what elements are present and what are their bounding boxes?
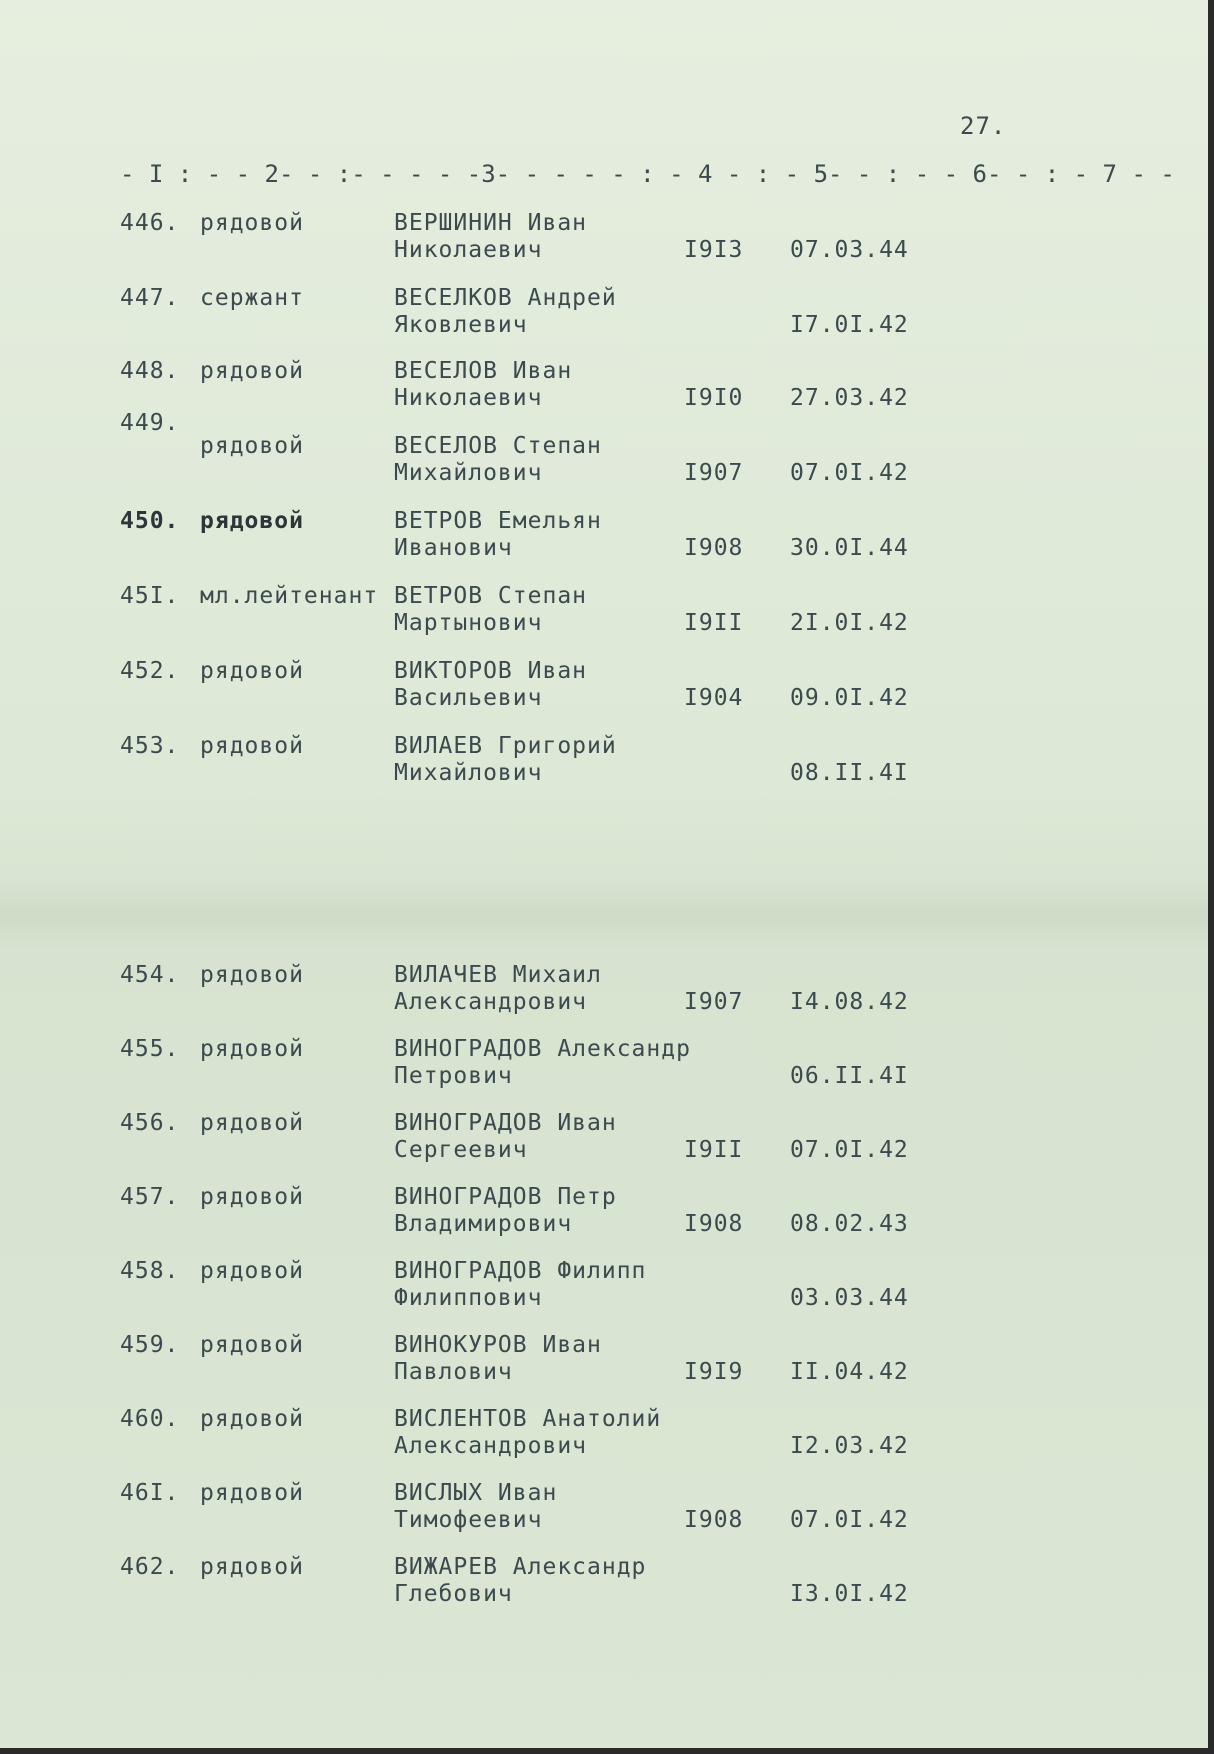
entry-rank: сержант bbox=[200, 285, 304, 311]
list-item bbox=[0, 210, 1214, 270]
entry-name: ВИЛАЧЕВ Михаил bbox=[394, 962, 602, 988]
entry-number: 447. bbox=[120, 285, 180, 311]
entry-rank: рядовой bbox=[200, 658, 304, 684]
entry-birth-year: I9II bbox=[684, 1137, 744, 1163]
entry-name: ВИЛАЕВ Григорий bbox=[394, 733, 617, 759]
list-item bbox=[0, 410, 1214, 493]
entry-rank: рядовой bbox=[200, 733, 304, 759]
entry-name: ВЕСЕЛКОВ Андрей bbox=[394, 285, 617, 311]
list-item bbox=[0, 1184, 1214, 1244]
entry-rank: рядовой bbox=[200, 1110, 304, 1136]
page-number: 27. bbox=[960, 112, 1007, 140]
entry-number: 446. bbox=[120, 210, 180, 236]
entry-number: 460. bbox=[120, 1406, 180, 1432]
entry-patronymic: Николаевич bbox=[394, 237, 543, 263]
entry-patronymic: Васильевич bbox=[394, 685, 543, 711]
entry-name: ВИНОГРАДОВ Петр bbox=[394, 1184, 617, 1210]
entry-birth-year: I907 bbox=[684, 460, 744, 486]
entry-rank: рядовой bbox=[200, 1036, 304, 1062]
entry-birth-year: I9II bbox=[684, 610, 744, 636]
entry-name: ВЕТРОВ Степан bbox=[394, 583, 588, 609]
entry-date: 03.03.44 bbox=[790, 1285, 909, 1311]
entry-name: ВЕТРОВ Емельян bbox=[394, 508, 602, 534]
entry-patronymic: Сергеевич bbox=[394, 1137, 528, 1163]
list-item bbox=[0, 1110, 1214, 1170]
list-item bbox=[0, 285, 1214, 345]
entry-birth-year: I9I3 bbox=[684, 237, 744, 263]
scan-edge-bottom bbox=[0, 1748, 1214, 1754]
entry-name: ВЕРШИНИН Иван bbox=[394, 210, 588, 236]
entry-name: ВИНОГРАДОВ Иван bbox=[394, 1110, 617, 1136]
entry-date: 07.03.44 bbox=[790, 237, 909, 263]
list-item bbox=[0, 962, 1214, 1022]
entry-number: 453. bbox=[120, 733, 180, 759]
entry-patronymic: Михайлович bbox=[394, 760, 543, 786]
entry-rank: рядовой bbox=[200, 358, 304, 384]
entry-date: 08.II.4I bbox=[790, 760, 909, 786]
entry-patronymic: Петрович bbox=[394, 1063, 513, 1089]
scan-edge-right bbox=[1208, 0, 1214, 1754]
entry-name: ВИСЛЫХ Иван bbox=[394, 1480, 558, 1506]
entry-number: 462. bbox=[120, 1554, 180, 1580]
entry-number: 450. bbox=[120, 508, 180, 534]
entry-name: ВИНОГРАДОВ Александр bbox=[394, 1036, 691, 1062]
entry-date: I4.08.42 bbox=[790, 989, 909, 1015]
list-item bbox=[0, 658, 1214, 718]
entry-number: 459. bbox=[120, 1332, 180, 1358]
list-item bbox=[0, 1406, 1214, 1466]
list-item bbox=[0, 1258, 1214, 1318]
entry-name: ВИСЛЕНТОВ Анатолий bbox=[394, 1406, 662, 1432]
entry-rank: рядовой bbox=[200, 210, 304, 236]
entry-birth-year: I904 bbox=[684, 685, 744, 711]
list-item bbox=[0, 1036, 1214, 1096]
entry-rank: рядовой bbox=[200, 1554, 304, 1580]
entry-patronymic: Мартынович bbox=[394, 610, 543, 636]
entry-rank: рядовой bbox=[200, 962, 304, 988]
entry-patronymic: Филиппович bbox=[394, 1285, 543, 1311]
entry-rank: мл.лейтенант bbox=[200, 583, 379, 609]
entry-rank: рядовой bbox=[200, 1406, 304, 1432]
entry-rank: рядовой bbox=[200, 1258, 304, 1284]
entry-date: 30.0I.44 bbox=[790, 535, 909, 561]
entry-rank: рядовой bbox=[200, 1332, 304, 1358]
entry-number: 458. bbox=[120, 1258, 180, 1284]
entry-patronymic: Михайлович bbox=[394, 460, 543, 486]
entry-number: 454. bbox=[120, 962, 180, 988]
entry-date: 2I.0I.42 bbox=[790, 610, 909, 636]
entry-date: 06.II.4I bbox=[790, 1063, 909, 1089]
entry-birth-year: I907 bbox=[684, 989, 744, 1015]
entry-birth-year: I908 bbox=[684, 535, 744, 561]
entry-number: 45I. bbox=[120, 583, 180, 609]
entry-patronymic: Глебович bbox=[394, 1581, 513, 1607]
entry-patronymic: Александрович bbox=[394, 1433, 588, 1459]
entry-name: ВЕСЕЛОВ Иван bbox=[394, 358, 573, 384]
list-item bbox=[0, 508, 1214, 568]
entry-patronymic: Иванович bbox=[394, 535, 513, 561]
column-header-row: - I : - - 2- - :- - - - -3- - - - - : - 4 - : - 5- - : - - 6- - : - 7 - - bbox=[120, 160, 1175, 188]
entry-birth-year: I908 bbox=[684, 1507, 744, 1533]
entry-date: II.04.42 bbox=[790, 1359, 909, 1385]
entry-rank: рядовой bbox=[200, 1480, 304, 1506]
entry-patronymic: Владимирович bbox=[394, 1211, 573, 1237]
entry-name: ВИЖАРЕВ Александр bbox=[394, 1554, 647, 1580]
entry-name: ВИНОГРАДОВ Филипп bbox=[394, 1258, 647, 1284]
entry-birth-year: I9I0 bbox=[684, 385, 744, 411]
entry-number: 455. bbox=[120, 1036, 180, 1062]
entry-patronymic: Тимофеевич bbox=[394, 1507, 543, 1533]
entry-date: 07.0I.42 bbox=[790, 460, 909, 486]
entry-patronymic: Александрович bbox=[394, 989, 588, 1015]
entry-date: I7.0I.42 bbox=[790, 312, 909, 338]
entry-name: ВИНОКУРОВ Иван bbox=[394, 1332, 602, 1358]
entry-rank: рядовой bbox=[200, 433, 304, 459]
entry-rank: рядовой bbox=[200, 508, 304, 534]
entry-date: I3.0I.42 bbox=[790, 1581, 909, 1607]
list-item bbox=[0, 733, 1214, 793]
entry-number: 449. bbox=[120, 410, 180, 436]
entry-number: 456. bbox=[120, 1110, 180, 1136]
list-item bbox=[0, 583, 1214, 643]
entry-number: 448. bbox=[120, 358, 180, 384]
entry-rank: рядовой bbox=[200, 1184, 304, 1210]
entry-date: 07.0I.42 bbox=[790, 1137, 909, 1163]
entry-patronymic: Павлович bbox=[394, 1359, 513, 1385]
entry-name: ВЕСЕЛОВ Степан bbox=[394, 433, 602, 459]
list-item bbox=[0, 1332, 1214, 1392]
entry-date: 07.0I.42 bbox=[790, 1507, 909, 1533]
entry-date: I2.03.42 bbox=[790, 1433, 909, 1459]
entry-date: 09.0I.42 bbox=[790, 685, 909, 711]
list-item bbox=[0, 1554, 1214, 1614]
entry-number: 457. bbox=[120, 1184, 180, 1210]
entry-number: 46I. bbox=[120, 1480, 180, 1506]
entry-patronymic: Николаевич bbox=[394, 385, 543, 411]
entry-number: 452. bbox=[120, 658, 180, 684]
list-item bbox=[0, 358, 1214, 418]
entry-patronymic: Яковлевич bbox=[394, 312, 528, 338]
list-item bbox=[0, 1480, 1214, 1540]
entry-date: 27.03.42 bbox=[790, 385, 909, 411]
entry-name: ВИКТОРОВ Иван bbox=[394, 658, 588, 684]
entry-date: 08.02.43 bbox=[790, 1211, 909, 1237]
entry-birth-year: I9I9 bbox=[684, 1359, 744, 1385]
entry-birth-year: I908 bbox=[684, 1211, 744, 1237]
